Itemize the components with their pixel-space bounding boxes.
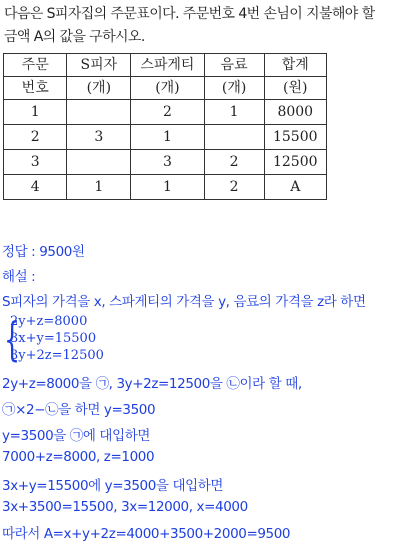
solution-line-substitute-2: 3x+y=15500에 y=3500을 대입하면 xyxy=(2,478,224,494)
cell: 12500 xyxy=(264,150,326,175)
header-pizza: S피자 xyxy=(67,54,131,77)
explanation-heading: 해설 : xyxy=(2,269,36,285)
cell: 4 xyxy=(4,175,67,200)
header-pizza-sub: (개) xyxy=(67,77,131,100)
equation-1: 2y+z=8000 xyxy=(10,314,88,329)
cell: 1 xyxy=(131,175,204,200)
cell: 2 xyxy=(204,150,264,175)
header-order: 주문 xyxy=(4,54,67,77)
question-line-2: 금액 A의 값을 구하시오. xyxy=(4,29,145,45)
cell: 2 xyxy=(4,125,67,150)
header-drink: 음료 xyxy=(204,54,264,77)
table-header-top xyxy=(4,54,327,77)
cell: 2 xyxy=(131,100,204,125)
header-total: 합계 xyxy=(264,54,326,77)
order-table xyxy=(3,53,327,200)
header-total-sub: (원) xyxy=(264,77,326,100)
brace-icon: { xyxy=(4,312,21,366)
header-order-sub: 번호 xyxy=(4,77,67,100)
cell: A xyxy=(264,175,326,200)
table-row xyxy=(4,100,327,125)
equation-3: 3y+2z=12500 xyxy=(10,348,104,363)
question-line-1: 다음은 S피자집의 주문표이다. 주문번호 4번 손님이 지불해야 할 xyxy=(4,6,375,22)
equation-2: 3x+y=15500 xyxy=(10,331,97,346)
cell xyxy=(67,150,131,175)
cell xyxy=(204,125,264,150)
header-drink-sub: (개) xyxy=(204,77,264,100)
table-header-bottom xyxy=(4,77,327,100)
solution-line-substitute: y=3500을 ㉠에 대입하면 xyxy=(2,428,150,444)
header-spaghetti: 스파게티 xyxy=(131,54,204,77)
cell: 2 xyxy=(204,175,264,200)
cell: 1 xyxy=(4,100,67,125)
table-row xyxy=(4,125,327,150)
cell: 3 xyxy=(67,125,131,150)
solution-line-z: 7000+z=8000, z=1000 xyxy=(2,449,155,465)
equation-system xyxy=(4,314,124,366)
cell: 1 xyxy=(131,125,204,150)
solution-line-elimination: ㉠×2−㉡을 하면 y=3500 xyxy=(2,402,156,418)
header-spaghetti-sub: (개) xyxy=(131,77,204,100)
cell xyxy=(67,100,131,125)
cell: 1 xyxy=(67,175,131,200)
solution-line-label: 2y+z=8000을 ㉠, 3y+2z=12500을 ㉡이라 할 때, xyxy=(2,376,302,392)
answer-text: 정답 : 9500원 xyxy=(2,244,85,260)
cell: 8000 xyxy=(264,100,326,125)
table-row xyxy=(4,150,327,175)
cell: 3 xyxy=(131,150,204,175)
cell: 3 xyxy=(4,150,67,175)
solution-line-x: 3x+3500=15500, 3x=12000, x=4000 xyxy=(2,499,248,515)
cell: 15500 xyxy=(264,125,326,150)
cell: 1 xyxy=(204,100,264,125)
table-row xyxy=(4,175,327,200)
explanation-intro: S피자의 가격을 x, 스파게티의 가격을 y, 음료의 가격을 z라 하면 xyxy=(2,294,366,310)
solution-line-final: 따라서 A=x+y+2z=4000+3500+2000=9500 xyxy=(2,526,291,542)
